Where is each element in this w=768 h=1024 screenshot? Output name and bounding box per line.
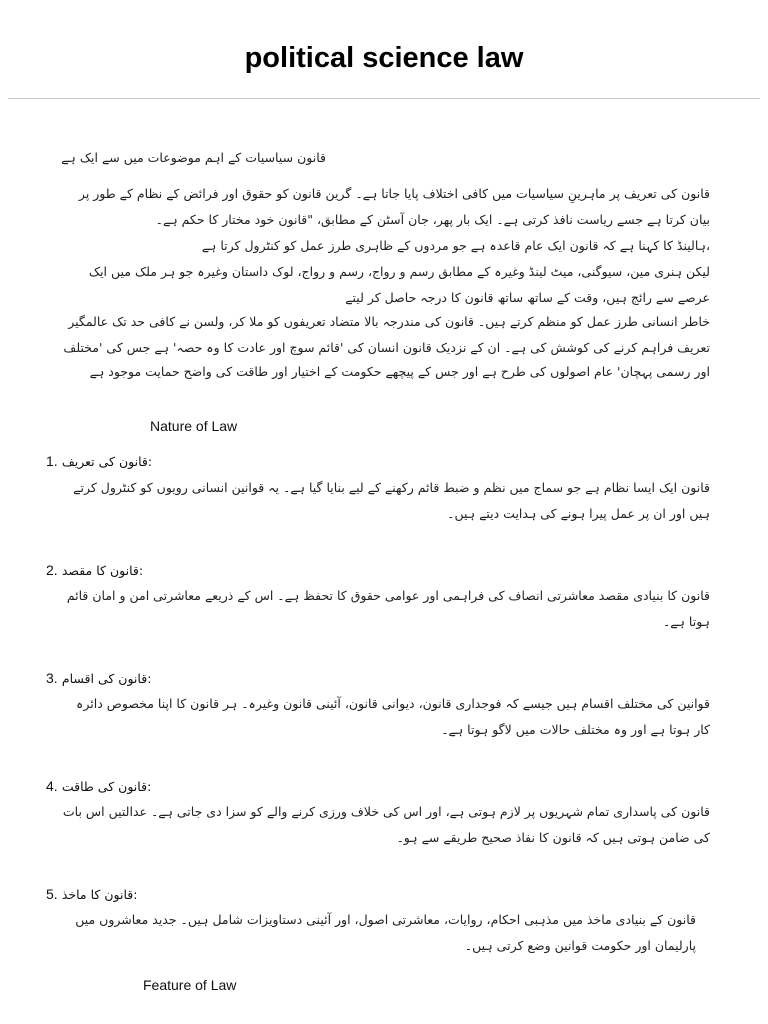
item-body [46, 912, 710, 962]
item-line: ہوتا ہے۔ [662, 614, 710, 629]
item-title: قانون کا ماخذ: [61, 887, 138, 902]
item-body [46, 480, 710, 530]
item-title: قانون کا مقصد: [61, 563, 144, 578]
item-body [46, 804, 710, 854]
item-number: 3. [46, 670, 58, 686]
item-line: قوانین کی مختلف اقسام ہیں جیسے کہ فوجداری قانون، دیوانی قانون، آئینی قانون وغیرہ۔ ہر قانون کا اپنا مخصوص دائرہ [76, 696, 710, 711]
item-title: قانون کی تعریف: [61, 454, 153, 469]
item-body [46, 588, 710, 638]
item-heading [46, 670, 151, 687]
item-number: 1. [46, 453, 58, 469]
item-number: 5. [46, 886, 58, 902]
intro-paragraph [46, 186, 710, 379]
item-heading [46, 453, 152, 470]
intro-line: بیان کرتا ہے جسے ریاست نافذ کرتی ہے۔ ایک بار پھر، جان آسٹن کے مطابق، "قانون خود مختار کا حکم ہے۔ [155, 212, 710, 227]
item-line: قانون کے بنیادی ماخذ میں مذہبی احکام، روایات، معاشرتی اصول، اور آئینی دستاویزات شامل ہیں۔ جدید معاشروں میں [75, 912, 696, 927]
item-line: قانون ایک ایسا نظام ہے جو سماج میں نظم و ضبط قائم رکھنے کے لیے بنایا گیا ہے۔ یہ قوانین انسانی رویوں کو کنٹرول کرتے [73, 480, 710, 495]
intro-line: خاطر انسانی طرز عمل کو منظم کرتے ہیں۔ قانون کی مندرجہ بالا متضاد تعریفوں کو ملا کر، ولسن نے کافی حد تک عالمگیر [68, 314, 710, 329]
item-heading [46, 778, 151, 795]
title-divider [8, 98, 760, 99]
item-number: 4. [46, 778, 58, 794]
item-body [46, 696, 710, 746]
document-title: political science law [244, 42, 524, 74]
intro-line: لیکن ہنری مین، سیوگنی، میٹ لینڈ وغیرہ کے مطابق رسم و رواج، رسم و رواج، لوک داستان وغیرہ جو ہر ملک میں ایک [88, 264, 710, 279]
item-line: قانون کی پاسداری تمام شہریوں پر لازم ہوتی ہے، اور اس کی خلاف ورزی کرنے والے کو سزا دی جاتی ہے۔ عدالتیں اس بات [62, 804, 710, 819]
item-title: قانون کی اقسام: [61, 671, 152, 686]
item-line: ہیں اور ان پر عمل پیرا ہونے کی ہدایت دیتے ہیں۔ [447, 506, 710, 521]
intro-line: اور رسمی پہچان' عام اصولوں کی طرح ہے اور جس کے پیچھے حکومت کے اختیار اور طاقت کی واضح حمایت موجود ہے [89, 364, 710, 379]
intro-line: ،ہالینڈ کا کہنا ہے کہ قانون ایک عام قاعدہ ہے جو مردوں کے ظاہری طرز عمل کو کنٹرول کرتا ہے [201, 238, 710, 253]
item-line: کی ضامن ہوتی ہیں کہ قانون کا نفاذ صحیح طریقے سے ہو۔ [396, 830, 710, 845]
section-heading-nature: Nature of Law [150, 418, 238, 434]
item-heading [46, 886, 137, 903]
intro-line: قانون کی تعریف پر ماہرینِ سیاسیات میں کافی اختلاف پایا جاتا ہے۔ گرین قانون کو حقوق اور فرائض کے نظام کے طور پر [78, 186, 710, 201]
intro-line: تعریف فراہم کرنے کی کوشش کی ہے۔ ان کے نزدیک قانون انسان کی 'قائم سوچ اور عادت کا وہ حصہ' ہے جس کی 'مختلف [63, 340, 710, 355]
item-heading [46, 562, 143, 579]
item-line: پارلیمان اور حکومت قوانین وضع کرتی ہیں۔ [464, 938, 696, 953]
item-title: قانون کی طاقت: [61, 779, 152, 794]
item-number: 2. [46, 562, 58, 578]
intro-line: عرصے سے رائج ہیں، وقت کے ساتھ ساتھ قانون کا درجہ حاصل کر لیتے [345, 290, 710, 305]
section-heading-feature: Feature of Law [143, 977, 237, 993]
item-line: کار ہوتا ہے اور وہ مختلف حالات میں لاگو ہوتا ہے۔ [441, 722, 710, 737]
intro-lead: قانون سیاسیات کے اہم موضوعات میں سے ایک ہے [61, 150, 326, 165]
item-line: قانون کا بنیادی مقصد معاشرتی انصاف کی فراہمی اور عوامی حقوق کا تحفظ ہے۔ اس کے ذریعے معاشرتی امن و امان قائم [66, 588, 710, 603]
